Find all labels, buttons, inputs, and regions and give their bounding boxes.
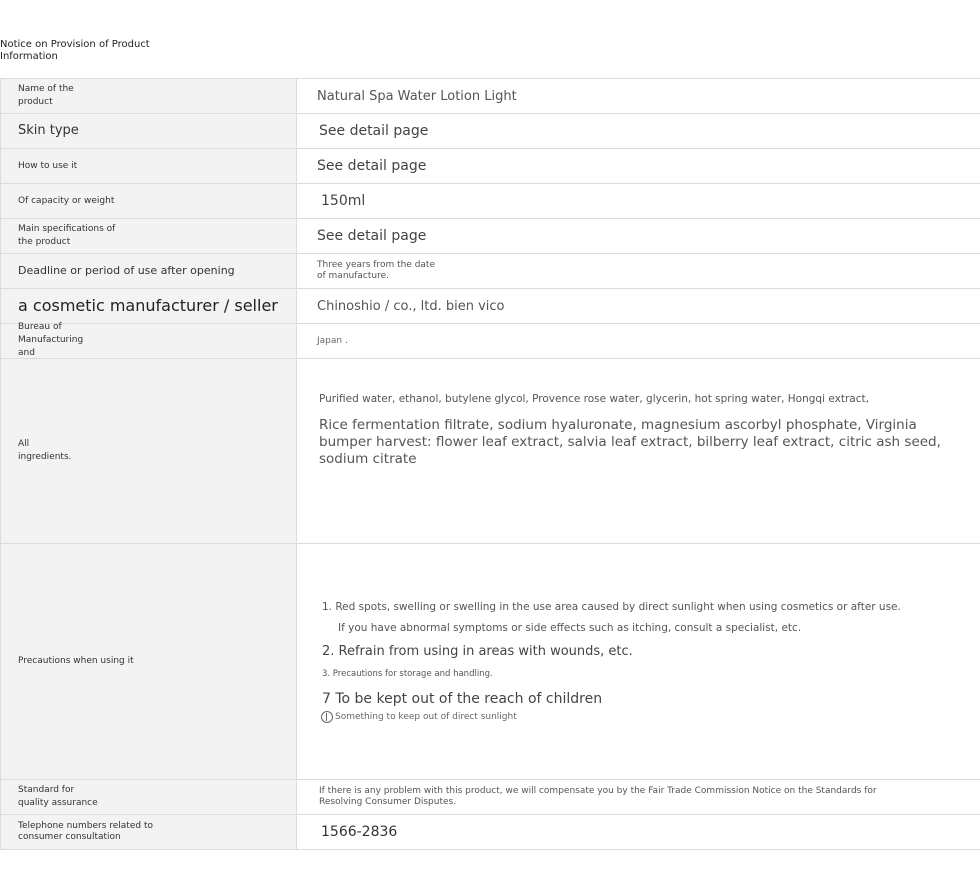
manufacturer-label: a cosmetic manufacturer / seller	[18, 296, 278, 315]
row-how-to-use	[0, 149, 980, 184]
value-cell	[297, 254, 980, 288]
value-cell	[297, 815, 980, 849]
label-cell	[0, 149, 297, 183]
label-cell	[0, 184, 297, 218]
label-cell	[0, 324, 297, 358]
how-to-use-value: See detail page	[317, 158, 427, 174]
skin-type-label: Skin type	[18, 123, 79, 138]
bureau-value: Japan .	[317, 336, 348, 346]
bureau-label: Bureau of Manufacturing and	[18, 322, 84, 358]
label-cell	[0, 359, 297, 543]
value-cell	[297, 79, 980, 113]
ingredients-label: All ingredients.	[18, 439, 72, 462]
row-deadline	[0, 254, 980, 289]
row-quality-assurance	[0, 780, 980, 815]
value-cell	[297, 544, 980, 779]
row-capacity	[0, 184, 980, 219]
how-to-use-label: How to use it	[18, 160, 78, 171]
value-cell	[297, 114, 980, 148]
value-cell	[297, 359, 980, 543]
manufacturer-value: Chinoshio / co., ltd. bien vico	[317, 298, 505, 314]
label-cell	[0, 544, 297, 779]
precaution-item-3: 3. Precautions for storage and handling.	[322, 668, 493, 679]
label-cell	[0, 79, 297, 113]
row-manufacturer	[0, 289, 980, 324]
main-specs-value: See detail page	[317, 228, 427, 244]
row-ingredients	[0, 359, 980, 544]
label-cell	[0, 254, 297, 288]
capacity-value: 150ml	[321, 193, 366, 209]
value-cell	[297, 324, 980, 358]
main-specs-label: Main specifications of the product	[18, 224, 116, 247]
skin-type-value: See detail page	[319, 123, 429, 139]
telephone-value: 1566-2836	[321, 824, 398, 840]
circled-number-icon	[321, 711, 333, 723]
row-product-name	[0, 79, 980, 114]
row-main-specs	[0, 219, 980, 254]
precaution-item-5-text: Something to keep out of direct sunlight	[335, 711, 517, 722]
product-name-label: Name of the product	[18, 84, 74, 107]
label-cell	[0, 815, 297, 849]
precaution-item-2: 2. Refrain from using in areas with wounds, etc.	[322, 643, 633, 659]
precaution-item-5	[322, 711, 517, 723]
value-cell	[297, 149, 980, 183]
row-telephone	[0, 815, 980, 850]
quality-label: Standard for quality assurance	[18, 785, 98, 808]
telephone-label: Telephone numbers related to consumer consultation	[18, 821, 153, 842]
label-cell	[0, 289, 297, 323]
row-bureau	[0, 324, 980, 359]
deadline-label: Deadline or period of use after opening	[18, 264, 235, 277]
value-cell	[297, 780, 980, 814]
label-cell	[0, 780, 297, 814]
ingredients-line-2: Rice fermentation filtrate, sodium hyaluronate, magnesium ascorbyl phosphate, Virginia bumper harvest: flower leaf extract, salvia leaf extract, bilberry leaf extract, citric ash seed, sodium citrate	[319, 417, 941, 467]
value-cell	[297, 219, 980, 253]
quality-value: If there is any problem with this product, we will compensate you by the Fair Trade Commission Notice on the Standards for Resolving Consumer Disputes.	[319, 786, 877, 807]
product-info-table	[0, 78, 980, 850]
label-cell	[0, 219, 297, 253]
precaution-item-1: 1. Red spots, swelling or swelling in the use area caused by direct sunlight when using cosmetics or after use.	[322, 600, 901, 613]
ingredients-line-1: Purified water, ethanol, butylene glycol, Provence rose water, glycerin, hot spring water, Hongqi extract,	[319, 393, 869, 405]
notice-title: Notice on Provision of Product Information	[0, 39, 150, 62]
value-cell	[297, 184, 980, 218]
capacity-label: Of capacity or weight	[18, 195, 115, 206]
value-cell	[297, 289, 980, 323]
row-skin-type	[0, 114, 980, 149]
product-name-value: Natural Spa Water Lotion Light	[317, 88, 517, 104]
precautions-label: Precautions when using it	[18, 656, 134, 666]
deadline-value: Three years from the date of manufacture.	[317, 260, 435, 281]
precaution-item-4: 7 To be kept out of the reach of children	[322, 690, 603, 707]
row-precautions	[0, 544, 980, 780]
label-cell	[0, 114, 297, 148]
precaution-item-1-detail: If you have abnormal symptoms or side effects such as itching, consult a specialist, etc.	[338, 621, 802, 634]
